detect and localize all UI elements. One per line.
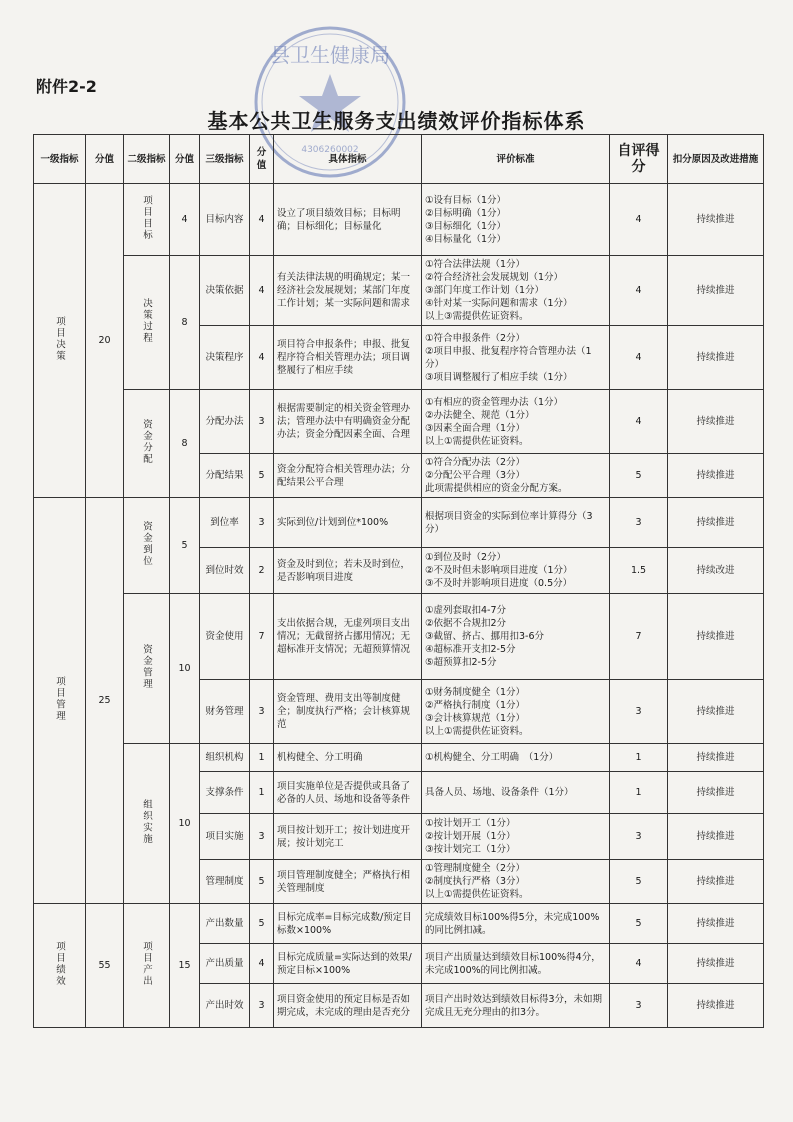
col-header-indicator: 具体指标: [274, 135, 422, 184]
level1-score: 55: [86, 904, 124, 1028]
level2-score: 10: [170, 744, 200, 904]
level1-cell: [34, 904, 86, 1028]
level2-cell: [124, 744, 170, 904]
self-score: 1: [610, 744, 668, 772]
level3-name: 项目实施: [200, 814, 250, 860]
level3-score: 3: [250, 814, 274, 860]
criteria-text: ①有相应的资金管理办法（1分） ②办法健全、规范（1分） ③因素全面合理（1分） 以上①需提供佐证资料。: [422, 390, 610, 454]
criteria-text: 完成绩效目标100%得5分，未完成100%的同比例扣减。: [422, 904, 610, 944]
level2-cell: [124, 594, 170, 744]
level2-score: 5: [170, 498, 200, 594]
indicator-text: 资金分配符合相关管理办法；分配结果公平合理: [274, 454, 422, 498]
level3-score: 5: [250, 904, 274, 944]
criteria-text: ①机构健全、分工明确 （1分）: [422, 744, 610, 772]
svg-text:4306260002: 4306260002: [301, 145, 359, 155]
self-score: 4: [610, 256, 668, 326]
criteria-text: ①管理制度健全（2分） ②制度执行严格（3分） 以上①需提供佐证资料。: [422, 860, 610, 904]
level2-name: 资金分配: [141, 418, 152, 465]
level3-score: 7: [250, 594, 274, 680]
improvement-measure: 持续推进: [668, 498, 764, 548]
criteria-text: ①按计划开工（1分） ②按计划开展（1分） ③按计划完工（1分）: [422, 814, 610, 860]
level3-name: 财务管理: [200, 680, 250, 744]
indicator-text: 项目符合申报条件；申报、批复程序符合相关管理办法；项目调整履行了相应手续: [274, 326, 422, 390]
col-header-self-score: 自评得分: [610, 135, 668, 184]
level3-score: 1: [250, 744, 274, 772]
level2-score: 8: [170, 256, 200, 390]
indicator-text: 资金管理、费用支出等制度健全；制度执行严格；会计核算规范: [274, 680, 422, 744]
table-row: [34, 904, 764, 944]
attachment-label: 附件2-2: [36, 77, 97, 96]
level3-name: 决策依据: [200, 256, 250, 326]
level3-score: 4: [250, 326, 274, 390]
criteria-text: 根据项目资金的实际到位率计算得分（3分）: [422, 498, 610, 548]
self-score: 5: [610, 904, 668, 944]
level3-name: 分配结果: [200, 454, 250, 498]
criteria-text: ①符合申报条件（2分） ②项目申报、批复程序符合管理办法（1分） ③项目调整履行了相应手续（1分）: [422, 326, 610, 390]
table-row: [34, 256, 764, 326]
improvement-measure: 持续推进: [668, 256, 764, 326]
self-score: 3: [610, 814, 668, 860]
improvement-measure: 持续推进: [668, 860, 764, 904]
level3-score: 4: [250, 184, 274, 256]
indicator-text: 支出依据合规，无虚列项目支出情况；无截留挤占挪用情况；无超标准开支情况；无超预算情况: [274, 594, 422, 680]
criteria-text: ①财务制度健全（1分） ②严格执行制度（1分） ③会计核算规范（1分） 以上①需提供佐证资料。: [422, 680, 610, 744]
table-row: [34, 594, 764, 680]
indicator-text: 目标完成率=目标完成数/预定目标数×100%: [274, 904, 422, 944]
level3-name: 决策程序: [200, 326, 250, 390]
indicator-text: 项目实施单位是否提供或具备了必备的人员、场地和设备等条件: [274, 772, 422, 814]
level2-score: 8: [170, 390, 200, 498]
level3-name: 资金使用: [200, 594, 250, 680]
level3-name: 支撑条件: [200, 772, 250, 814]
self-score: 4: [610, 184, 668, 256]
improvement-measure: 持续推进: [668, 904, 764, 944]
level1-cell: [34, 498, 86, 904]
col-header-score3: 分值: [250, 135, 274, 184]
table-row: [34, 184, 764, 256]
indicator-text: 目标完成质量=实际达到的效果/预定目标×100%: [274, 944, 422, 984]
self-score: 5: [610, 860, 668, 904]
indicator-text: 机构健全、分工明确: [274, 744, 422, 772]
indicator-text: 实际到位/计划到位*100%: [274, 498, 422, 548]
level2-score: 10: [170, 594, 200, 744]
level1-name: 项目绩效: [54, 940, 65, 987]
level2-name: 项目目标: [141, 194, 152, 241]
col-header-measures: 扣分原因及改进措施: [668, 135, 764, 184]
level3-score: 5: [250, 454, 274, 498]
self-score: 4: [610, 390, 668, 454]
improvement-measure: 持续推进: [668, 984, 764, 1028]
criteria-text: 项目产出质量达到绩效目标100%得4分，未完成100%的同比例扣减。: [422, 944, 610, 984]
level3-score: 4: [250, 944, 274, 984]
level3-name: 产出时效: [200, 984, 250, 1028]
level3-name: 目标内容: [200, 184, 250, 256]
header-row: [34, 135, 764, 184]
improvement-measure: 持续推进: [668, 594, 764, 680]
improvement-measure: 持续推进: [668, 944, 764, 984]
self-score: 4: [610, 326, 668, 390]
level1-name: 项目决策: [54, 315, 65, 362]
criteria-text: ①虚列套取扣4-7分 ②依据不合规扣2分 ③截留、挤占、挪用扣3-6分 ④超标准开支扣2-5分 ⑤超预算扣2-5分: [422, 594, 610, 680]
col-header-level3: 三级指标: [200, 135, 250, 184]
level3-name: 组织机构: [200, 744, 250, 772]
level2-name: 决策过程: [141, 297, 152, 344]
self-score: 5: [610, 454, 668, 498]
level1-score: 20: [86, 184, 124, 498]
level3-name: 到位率: [200, 498, 250, 548]
level3-score: 2: [250, 548, 274, 594]
self-score: 1: [610, 772, 668, 814]
self-score: 1.5: [610, 548, 668, 594]
level3-score: 4: [250, 256, 274, 326]
criteria-text: 项目产出时效达到绩效目标得3分，未如期完成且无充分理由的扣3分。: [422, 984, 610, 1028]
col-header-score2: 分值: [170, 135, 200, 184]
level3-name: 管理制度: [200, 860, 250, 904]
indicator-text: 项目按计划开工；按计划进度开展；按计划完工: [274, 814, 422, 860]
improvement-measure: 持续推进: [668, 772, 764, 814]
indicator-table: [33, 134, 764, 1028]
improvement-measure: 持续推进: [668, 680, 764, 744]
indicator-text: 有关法律法规的明确规定；某一经济社会发展规划；某部门年度工作计划；某一实际问题和需求: [274, 256, 422, 326]
criteria-text: 具备人员、场地、设备条件（1分）: [422, 772, 610, 814]
criteria-text: ①到位及时（2分） ②不及时但未影响项目进度（1分） ③不及时并影响项目进度（0.5分）: [422, 548, 610, 594]
level3-name: 产出质量: [200, 944, 250, 984]
indicator-text: 根据需要制定的相关资金管理办法；管理办法中有明确资金分配办法；资金分配因素全面、合理: [274, 390, 422, 454]
level1-name: 项目管理: [54, 675, 65, 722]
level3-score: 3: [250, 680, 274, 744]
improvement-measure: 持续推进: [668, 326, 764, 390]
table-row: [34, 498, 764, 548]
level2-cell: [124, 498, 170, 594]
level3-name: 分配办法: [200, 390, 250, 454]
level3-name: 到位时效: [200, 548, 250, 594]
page-title: 基本公共卫生服务支出绩效评价指标体系: [207, 109, 586, 133]
improvement-measure: 持续推进: [668, 390, 764, 454]
indicator-text: 项目管理制度健全；严格执行相关管理制度: [274, 860, 422, 904]
col-header-score1: 分值: [86, 135, 124, 184]
self-score: 7: [610, 594, 668, 680]
self-score: 3: [610, 680, 668, 744]
table-row: [34, 744, 764, 772]
level2-name: 资金管理: [141, 643, 152, 690]
improvement-measure: 持续推进: [668, 744, 764, 772]
level3-score: 1: [250, 772, 274, 814]
criteria-text: ①设有目标（1分） ②目标明确（1分） ③目标细化（1分） ④目标量化（1分）: [422, 184, 610, 256]
level2-name: 项目产出: [141, 940, 152, 987]
level2-score: 4: [170, 184, 200, 256]
indicator-text: 资金及时到位；若未及时到位，是否影响项目进度: [274, 548, 422, 594]
col-header-criteria: 评价标准: [422, 135, 610, 184]
level3-score: 3: [250, 390, 274, 454]
level3-score: 5: [250, 860, 274, 904]
improvement-measure: 持续推进: [668, 184, 764, 256]
criteria-text: ①符合法律法规（1分） ②符合经济社会发展规划（1分） ③部门年度工作计划（1分） ④针对某一实际问题和需求（1分） 以上③需提供佐证资料。: [422, 256, 610, 326]
table-row: [34, 390, 764, 454]
improvement-measure: 持续推进: [668, 454, 764, 498]
level2-cell: [124, 390, 170, 498]
level1-cell: [34, 184, 86, 498]
self-score: 4: [610, 944, 668, 984]
level2-cell: [124, 904, 170, 1028]
improvement-measure: 持续推进: [668, 814, 764, 860]
improvement-measure: 持续改进: [668, 548, 764, 594]
level1-score: 25: [86, 498, 124, 904]
col-header-level2: 二级指标: [124, 135, 170, 184]
col-header-level1: 一级指标: [34, 135, 86, 184]
level3-score: 3: [250, 984, 274, 1028]
self-score: 3: [610, 498, 668, 548]
level2-name: 资金到位: [141, 520, 152, 567]
level2-cell: [124, 184, 170, 256]
self-score: 3: [610, 984, 668, 1028]
criteria-text: ①符合分配办法（2分） ②分配公平合理（3分） 此项需提供相应的资金分配方案。: [422, 454, 610, 498]
level2-score: 15: [170, 904, 200, 1028]
level3-score: 3: [250, 498, 274, 548]
level2-name: 组织实施: [141, 798, 152, 845]
indicator-text: 项目资金使用的预定目标是否如期完成，未完成的理由是否充分: [274, 984, 422, 1028]
svg-text:县卫生健康局: 县卫生健康局: [270, 43, 390, 67]
indicator-text: 设立了项目绩效目标；目标明确；目标细化；目标量化: [274, 184, 422, 256]
level3-name: 产出数量: [200, 904, 250, 944]
level2-cell: [124, 256, 170, 390]
